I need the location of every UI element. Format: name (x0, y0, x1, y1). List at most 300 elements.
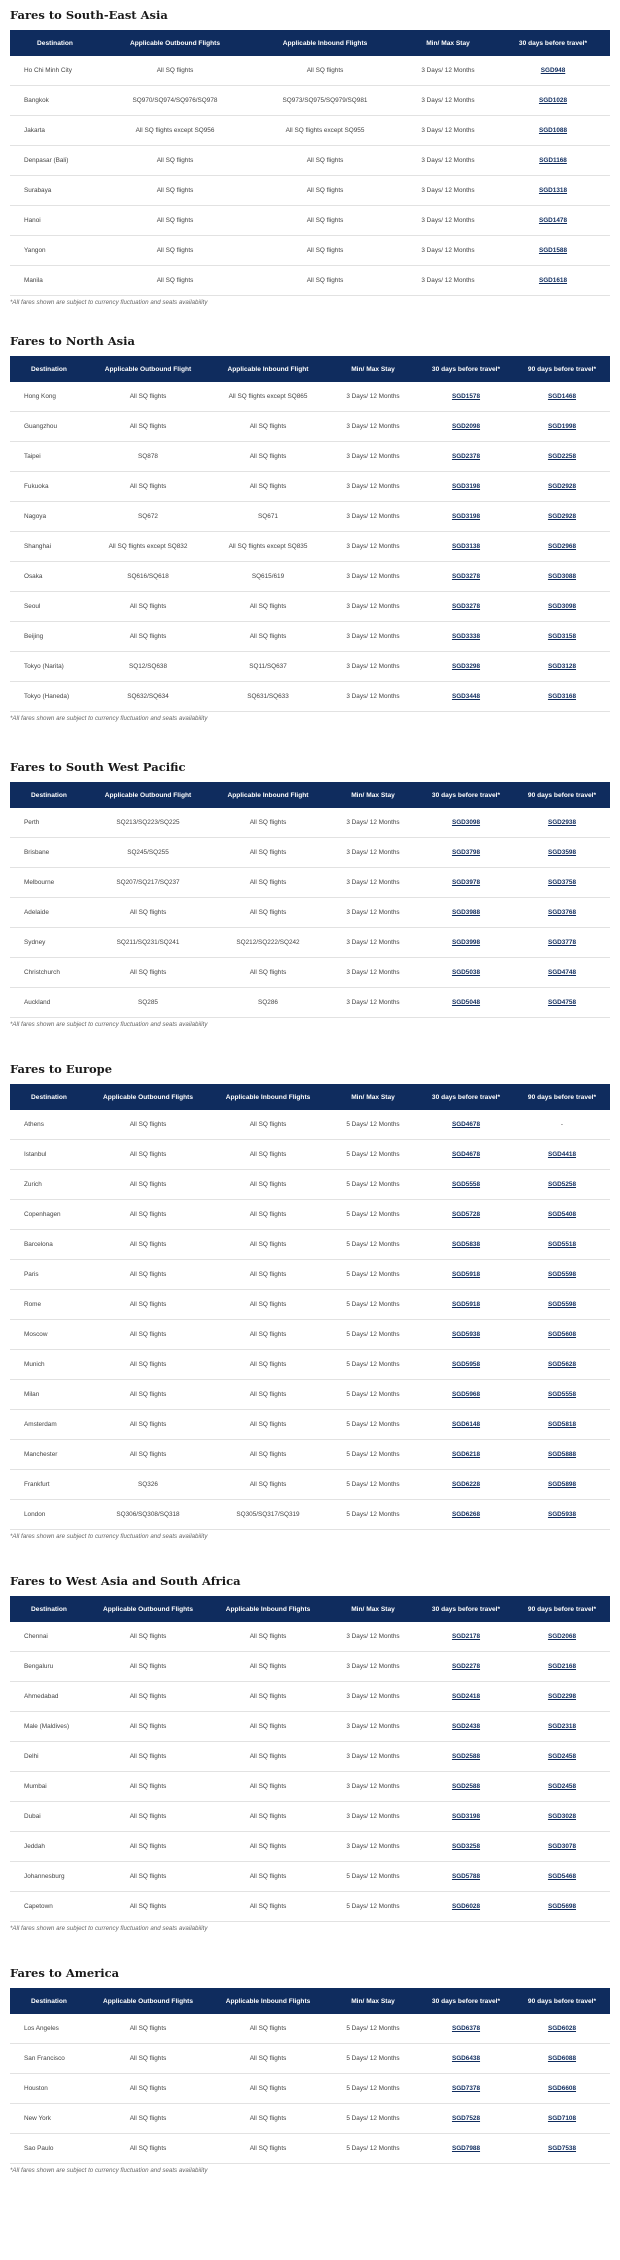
fare-link[interactable]: SGD4748 (547, 969, 577, 976)
table-row (10, 1380, 610, 1410)
fare-link[interactable]: SGD4678 (451, 1151, 481, 1158)
fare-link[interactable]: SGD5938 (547, 1511, 577, 1518)
fare-cell (418, 1862, 514, 1892)
table-header-row (10, 30, 610, 56)
fare-cell (514, 2044, 610, 2074)
stay-cell: 3 Days/ 12 Months (400, 176, 496, 206)
fare-cell (418, 412, 514, 442)
destination-cell: Bengaluru (10, 1652, 88, 1682)
stay-cell: 3 Days/ 12 Months (400, 236, 496, 266)
fare-link[interactable]: SGD2458 (547, 1783, 577, 1790)
fare-link[interactable]: SGD5038 (451, 969, 481, 976)
table-row (10, 1350, 610, 1380)
outbound-flights-cell: All SQ flights (88, 2074, 208, 2104)
fare-link[interactable]: SGD1468 (547, 393, 577, 400)
fare-link[interactable]: SGD3098 (547, 603, 577, 610)
fare-link[interactable]: SGD7528 (451, 2115, 481, 2122)
fare-link[interactable]: SGD3138 (451, 543, 481, 550)
fare-cell (496, 56, 610, 86)
fare-link[interactable]: SGD4678 (451, 1121, 481, 1128)
fare-link[interactable]: SGD5728 (451, 1211, 481, 1218)
fare-link[interactable]: SGD5048 (451, 999, 481, 1006)
fare-link[interactable]: SGD3078 (547, 1843, 577, 1850)
inbound-flights-cell: All SQ flights (208, 868, 328, 898)
fare-link[interactable]: SGD3168 (547, 693, 577, 700)
fare-link[interactable]: SGD2938 (547, 819, 577, 826)
stay-cell: 3 Days/ 12 Months (328, 1712, 418, 1742)
fare-link[interactable]: SGD7988 (451, 2145, 481, 2152)
table-row (10, 1802, 610, 1832)
table-row (10, 442, 610, 472)
fare-link[interactable]: SGD2438 (451, 1723, 481, 1730)
inbound-flights-cell: All SQ flights except SQ955 (250, 116, 400, 146)
destination-cell: Manchester (10, 1440, 88, 1470)
outbound-flights-cell: SQ306/SQ308/SQ318 (88, 1500, 208, 1530)
column-header: Applicable Outbound Flights (102, 1997, 194, 2005)
stay-cell: 3 Days/ 12 Months (400, 56, 496, 86)
inbound-flights-cell: All SQ flights (208, 1110, 328, 1140)
fare-link[interactable]: SGD2928 (547, 513, 577, 520)
fare-cell (418, 2044, 514, 2074)
fare-link[interactable]: SGD3088 (547, 573, 577, 580)
table-row (10, 1170, 610, 1200)
fare-link[interactable]: SGD3198 (451, 513, 481, 520)
destination-cell: Nagoya (10, 502, 88, 532)
outbound-flights-cell: All SQ flights (88, 1440, 208, 1470)
fare-cell (514, 1712, 610, 1742)
fare-link[interactable]: SGD3448 (451, 693, 481, 700)
fare-section (10, 752, 610, 1032)
fare-link[interactable]: SGD4418 (547, 1151, 577, 1158)
destination-cell: Auckland (10, 988, 88, 1018)
fare-link[interactable]: SGD6438 (451, 2055, 481, 2062)
table-row (10, 86, 610, 116)
fare-link[interactable]: SGD3338 (451, 633, 481, 640)
table-header-row (10, 1988, 610, 2014)
destination-cell: London (10, 1500, 88, 1530)
stay-cell: 5 Days/ 12 Months (328, 1260, 418, 1290)
stay-cell: 5 Days/ 12 Months (328, 1110, 418, 1140)
fare-link[interactable]: SGD5598 (547, 1301, 577, 1308)
inbound-flights-cell: All SQ flights (208, 958, 328, 988)
destination-cell: Ho Chi Minh City (10, 56, 100, 86)
outbound-flights-cell: All SQ flights (88, 622, 208, 652)
fare-link[interactable]: SGD5958 (451, 1361, 481, 1368)
fare-link[interactable]: SGD5938 (451, 1331, 481, 1338)
table-header-row (10, 782, 610, 808)
destination-cell: Denpasar (Bali) (10, 146, 100, 176)
fare-link[interactable]: SGD5558 (547, 1391, 577, 1398)
fare-cell (514, 1622, 610, 1652)
section-title: Fares to North Asia (10, 334, 135, 348)
fare-link[interactable]: SGD2068 (547, 1633, 577, 1640)
fare-link[interactable]: SGD2588 (451, 1783, 481, 1790)
destination-cell: Manila (10, 266, 100, 296)
fare-link[interactable]: SGD3758 (547, 879, 577, 886)
destination-cell: Hanoi (10, 206, 100, 236)
column-header: Applicable Inbound Flight (227, 365, 309, 373)
fare-link[interactable]: SGD1618 (538, 277, 568, 284)
inbound-flights-cell: All SQ flights (208, 442, 328, 472)
fare-link[interactable]: SGD6148 (451, 1421, 481, 1428)
fare-link[interactable]: SGD5918 (451, 1301, 481, 1308)
fares-table (10, 1596, 610, 1922)
stay-cell: 3 Days/ 12 Months (328, 592, 418, 622)
destination-cell: Fukuoka (10, 472, 88, 502)
destination-cell: Perth (10, 808, 88, 838)
column-header: Destination (31, 1093, 67, 1101)
outbound-flights-cell: All SQ flights (88, 2014, 208, 2044)
destination-cell: Jakarta (10, 116, 100, 146)
fare-cell (514, 1682, 610, 1712)
fare-link[interactable]: SGD2928 (547, 483, 577, 490)
stay-cell: 3 Days/ 12 Months (328, 442, 418, 472)
fare-disclaimer: *All fares shown are subject to currency fluctuation and seats availability (10, 299, 208, 306)
stay-cell: 3 Days/ 12 Months (328, 1652, 418, 1682)
section-title: Fares to South-East Asia (10, 8, 168, 22)
column-header: Applicable Outbound Flight (104, 791, 192, 799)
stay-cell: 5 Days/ 12 Months (328, 1200, 418, 1230)
fare-link[interactable]: SGD2588 (451, 1753, 481, 1760)
fare-link[interactable]: SGD3598 (547, 849, 577, 856)
outbound-flights-cell: All SQ flights (100, 56, 250, 86)
fare-section (10, 1958, 610, 2178)
fare-cell (514, 1380, 610, 1410)
fare-cell (496, 116, 610, 146)
fare-link[interactable]: SGD1168 (539, 157, 567, 164)
fare-link[interactable]: SGD1088 (538, 127, 568, 134)
destination-cell: Seoul (10, 592, 88, 622)
fare-link[interactable]: SGD3298 (451, 663, 481, 670)
table-row (10, 1410, 610, 1440)
inbound-flights-cell: All SQ flights (208, 1170, 328, 1200)
table-row (10, 266, 610, 296)
outbound-flights-cell: All SQ flights (88, 1230, 208, 1260)
fare-link[interactable]: SGD2378 (451, 453, 481, 460)
table-row (10, 592, 610, 622)
destination-cell: Beijing (10, 622, 88, 652)
section-spacer (10, 726, 610, 752)
destination-cell: Tokyo (Narita) (10, 652, 88, 682)
fare-link[interactable]: SGD3098 (451, 819, 481, 826)
outbound-flights-cell: All SQ flights (88, 1410, 208, 1440)
outbound-flights-cell: SQ878 (88, 442, 208, 472)
destination-cell: Barcelona (10, 1230, 88, 1260)
fare-link[interactable]: SGD2178 (451, 1633, 481, 1640)
fare-link[interactable]: SGD1478 (538, 217, 568, 224)
outbound-flights-cell: All SQ flights (88, 1260, 208, 1290)
stay-cell: 3 Days/ 12 Months (328, 988, 418, 1018)
destination-cell: Sao Paulo (10, 2134, 88, 2164)
fare-link[interactable]: SGD6608 (547, 2085, 577, 2092)
fare-cell (514, 1892, 610, 1922)
column-header: Applicable Outbound Flight (104, 365, 192, 373)
inbound-flights-cell: All SQ flights (208, 1380, 328, 1410)
fare-cell (514, 382, 610, 412)
destination-cell: Mumbai (10, 1772, 88, 1802)
outbound-flights-cell: All SQ flights (88, 592, 208, 622)
destination-cell: Hong Kong (10, 382, 88, 412)
fare-link[interactable]: SGD3998 (451, 939, 481, 946)
fares-table (10, 782, 610, 1018)
outbound-flights-cell: All SQ flights (88, 1110, 208, 1140)
stay-cell: 3 Days/ 12 Months (400, 116, 496, 146)
outbound-flights-cell: All SQ flights (88, 1862, 208, 1892)
table-row (10, 56, 610, 86)
stay-cell: 5 Days/ 12 Months (328, 2074, 418, 2104)
column-header: Min/ Max Stay (351, 1605, 395, 1613)
inbound-flights-cell: All SQ flights (208, 1440, 328, 1470)
fare-link[interactable]: SGD6268 (451, 1511, 481, 1518)
destination-cell: Munich (10, 1350, 88, 1380)
fare-link[interactable]: SGD5898 (547, 1481, 577, 1488)
fare-link[interactable]: SGD6218 (451, 1451, 481, 1458)
fare-cell (418, 988, 514, 1018)
outbound-flights-cell: All SQ flights (88, 1200, 208, 1230)
destination-cell: Paris (10, 1260, 88, 1290)
destination-cell: Milan (10, 1380, 88, 1410)
fare-cell (418, 532, 514, 562)
destination-cell: Bangkok (10, 86, 100, 116)
fare-link[interactable]: SGD2168 (547, 1663, 577, 1670)
fare-cell (514, 2104, 610, 2134)
fare-link[interactable]: SGD3988 (451, 909, 481, 916)
table-row (10, 472, 610, 502)
fare-cell (514, 1410, 610, 1440)
section-title: Fares to West Asia and South Africa (10, 1574, 241, 1588)
fare-link[interactable]: SGD3198 (451, 483, 481, 490)
fare-link[interactable]: SGD3768 (547, 909, 577, 916)
destination-cell: Dubai (10, 1802, 88, 1832)
fare-link[interactable]: SGD5628 (547, 1361, 577, 1368)
fare-cell (514, 1742, 610, 1772)
destination-cell: Taipei (10, 442, 88, 472)
fare-cell (418, 652, 514, 682)
stay-cell: 3 Days/ 12 Months (400, 206, 496, 236)
fare-link[interactable]: SGD6378 (451, 2025, 481, 2032)
inbound-flights-cell: All SQ flights (208, 1320, 328, 1350)
fare-link[interactable]: SGD3978 (451, 879, 481, 886)
fare-link[interactable]: SGD5838 (451, 1241, 481, 1248)
stay-cell: 3 Days/ 12 Months (328, 1772, 418, 1802)
fare-link[interactable]: SGD5698 (547, 1903, 577, 1910)
stay-cell: 3 Days/ 12 Months (328, 808, 418, 838)
inbound-flights-cell: All SQ flights (208, 1682, 328, 1712)
fare-link[interactable]: SGD6088 (547, 2055, 577, 2062)
outbound-flights-cell: All SQ flights (88, 2044, 208, 2074)
fare-link[interactable]: SGD5558 (451, 1181, 481, 1188)
fare-link[interactable]: SGD3198 (451, 1813, 481, 1820)
fare-link[interactable]: SGD2968 (547, 543, 577, 550)
fare-cell (514, 652, 610, 682)
fare-cell (514, 958, 610, 988)
outbound-flights-cell: All SQ flights (88, 382, 208, 412)
destination-cell: Yangon (10, 236, 100, 266)
fare-cell (418, 1320, 514, 1350)
table-row (10, 1832, 610, 1862)
fare-disclaimer: *All fares shown are subject to currency fluctuation and seats availability (10, 715, 208, 722)
destination-cell: Los Angeles (10, 2014, 88, 2044)
fare-cell (514, 472, 610, 502)
inbound-flights-cell: All SQ flights (208, 2104, 328, 2134)
stay-cell: 3 Days/ 12 Months (328, 382, 418, 412)
fare-cell (418, 838, 514, 868)
fare-cell (496, 86, 610, 116)
fare-link[interactable]: SGD6228 (451, 1481, 481, 1488)
fare-link[interactable]: SGD1998 (547, 423, 577, 430)
column-header: Applicable Inbound Flights (225, 1997, 311, 2005)
inbound-flights-cell: All SQ flights (208, 2134, 328, 2164)
fare-cell (514, 412, 610, 442)
outbound-flights-cell: All SQ flights (88, 1802, 208, 1832)
outbound-flights-cell: All SQ flights (100, 266, 250, 296)
fare-link[interactable]: SGD3778 (547, 939, 577, 946)
fares-table (10, 1084, 610, 1530)
outbound-flights-cell: All SQ flights (88, 1170, 208, 1200)
fare-link[interactable]: SGD6028 (451, 1903, 481, 1910)
fare-cell (418, 502, 514, 532)
outbound-flights-cell: All SQ flights (100, 146, 250, 176)
fare-link[interactable]: SGD1028 (538, 97, 568, 104)
column-header: Destination (31, 365, 67, 373)
stay-cell: 3 Days/ 12 Months (328, 1742, 418, 1772)
fare-cell (418, 1832, 514, 1862)
stay-cell: 5 Days/ 12 Months (328, 2014, 418, 2044)
destination-cell: Moscow (10, 1320, 88, 1350)
table-row (10, 1440, 610, 1470)
fare-link[interactable]: SGD2278 (451, 1663, 481, 1670)
fare-cell (418, 868, 514, 898)
fare-section (10, 1566, 610, 1936)
column-header: 90 days before travel* (527, 791, 597, 799)
fare-cell (514, 2014, 610, 2044)
inbound-flights-cell: All SQ flights except SQ865 (208, 382, 328, 412)
table-row (10, 1712, 610, 1742)
fare-cell (418, 1380, 514, 1410)
fare-link[interactable]: SGD5408 (547, 1211, 577, 1218)
fare-cell (418, 1440, 514, 1470)
fare-link[interactable]: SGD5598 (547, 1271, 577, 1278)
fare-cell (418, 382, 514, 412)
inbound-flights-cell: All SQ flights (250, 56, 400, 86)
table-row (10, 838, 610, 868)
outbound-flights-cell: SQ207/SQ217/SQ237 (88, 868, 208, 898)
fare-link[interactable]: SGD1588 (538, 247, 568, 254)
fare-link[interactable]: SGD5888 (547, 1451, 577, 1458)
fare-cell (514, 868, 610, 898)
fare-cell (514, 622, 610, 652)
fare-link[interactable]: SGD5608 (547, 1331, 577, 1338)
fare-cell (418, 958, 514, 988)
column-header: Destination (37, 39, 73, 47)
fare-link[interactable]: SGD1318 (538, 187, 568, 194)
fare-link[interactable]: SGD3128 (547, 663, 577, 670)
stay-cell: 5 Days/ 12 Months (328, 1440, 418, 1470)
fares-table (10, 30, 610, 296)
table-row (10, 236, 610, 266)
destination-cell: Johannesburg (10, 1862, 88, 1892)
fare-link[interactable]: SGD6028 (547, 2025, 577, 2032)
stay-cell: 5 Days/ 12 Months (328, 2104, 418, 2134)
destination-cell: Athens (10, 1110, 88, 1140)
inbound-flights-cell: All SQ flights (208, 1200, 328, 1230)
fare-link[interactable]: SGD5518 (547, 1241, 577, 1248)
fare-link[interactable]: SGD5918 (451, 1271, 481, 1278)
table-row (10, 808, 610, 838)
fare-cell (418, 1892, 514, 1922)
table-row (10, 176, 610, 206)
outbound-flights-cell: SQ970/SQ974/SQ976/SQ978 (100, 86, 250, 116)
fare-link[interactable]: SGD3278 (451, 603, 481, 610)
section-title: Fares to South West Pacific (10, 760, 186, 774)
inbound-flights-cell: All SQ flights (208, 1652, 328, 1682)
table-row (10, 532, 610, 562)
inbound-flights-cell: All SQ flights (208, 1622, 328, 1652)
fare-link[interactable]: SGD5258 (547, 1181, 577, 1188)
fare-cell (496, 146, 610, 176)
fare-link[interactable]: SGD5818 (547, 1421, 577, 1428)
fare-link[interactable]: SGD3258 (451, 1843, 481, 1850)
fare-link[interactable]: SGD2318 (547, 1723, 577, 1730)
column-header: 30 days before travel* (431, 791, 501, 799)
fare-link[interactable]: SGD2298 (547, 1693, 577, 1700)
destination-cell: Zurich (10, 1170, 88, 1200)
inbound-flights-cell: All SQ flights (208, 1230, 328, 1260)
outbound-flights-cell: All SQ flights (88, 1622, 208, 1652)
fare-link[interactable]: SGD4758 (547, 999, 577, 1006)
stay-cell: 3 Days/ 12 Months (328, 502, 418, 532)
fare-link[interactable]: SGD3158 (547, 633, 577, 640)
fare-link[interactable]: SGD5468 (547, 1873, 577, 1880)
fare-disclaimer: *All fares shown are subject to currency fluctuation and seats availability (10, 1021, 208, 1028)
table-row (10, 1140, 610, 1170)
inbound-flights-cell: All SQ flights (208, 1772, 328, 1802)
fare-link[interactable]: SGD2258 (547, 453, 577, 460)
fare-link[interactable]: SGD2098 (451, 423, 481, 430)
fare-link[interactable]: SGD3278 (451, 573, 481, 580)
table-row (10, 652, 610, 682)
fare-link[interactable]: SGD2418 (451, 1693, 481, 1700)
fare-link[interactable]: SGD1578 (451, 393, 481, 400)
column-header: 30 days before travel* (518, 39, 588, 47)
fare-link[interactable]: SGD5968 (451, 1391, 481, 1398)
column-header: 30 days before travel* (431, 365, 501, 373)
fare-link[interactable]: SGD3028 (547, 1813, 577, 1820)
destination-cell: Adelaide (10, 898, 88, 928)
fare-link[interactable]: SGD7378 (451, 2085, 481, 2092)
fare-link[interactable]: SGD2458 (547, 1753, 577, 1760)
fare-cell (418, 928, 514, 958)
table-row (10, 1320, 610, 1350)
table-row (10, 1200, 610, 1230)
stay-cell: 3 Days/ 12 Months (328, 1682, 418, 1712)
fare-cell (496, 266, 610, 296)
inbound-flights-cell: All SQ flights (250, 206, 400, 236)
fare-link[interactable]: SGD5788 (451, 1873, 481, 1880)
inbound-flights-cell: All SQ flights (250, 236, 400, 266)
fare-link[interactable]: SGD948 (540, 67, 566, 74)
fare-link[interactable]: SGD7108 (547, 2115, 577, 2122)
fare-link[interactable]: SGD7538 (547, 2145, 577, 2152)
fare-cell (418, 1200, 514, 1230)
destination-cell: Ahmedabad (10, 1682, 88, 1712)
fare-cell (418, 2074, 514, 2104)
fare-cell (514, 1802, 610, 1832)
table-row (10, 868, 610, 898)
table-row (10, 1290, 610, 1320)
table-row (10, 1622, 610, 1652)
fare-link[interactable]: SGD3798 (451, 849, 481, 856)
